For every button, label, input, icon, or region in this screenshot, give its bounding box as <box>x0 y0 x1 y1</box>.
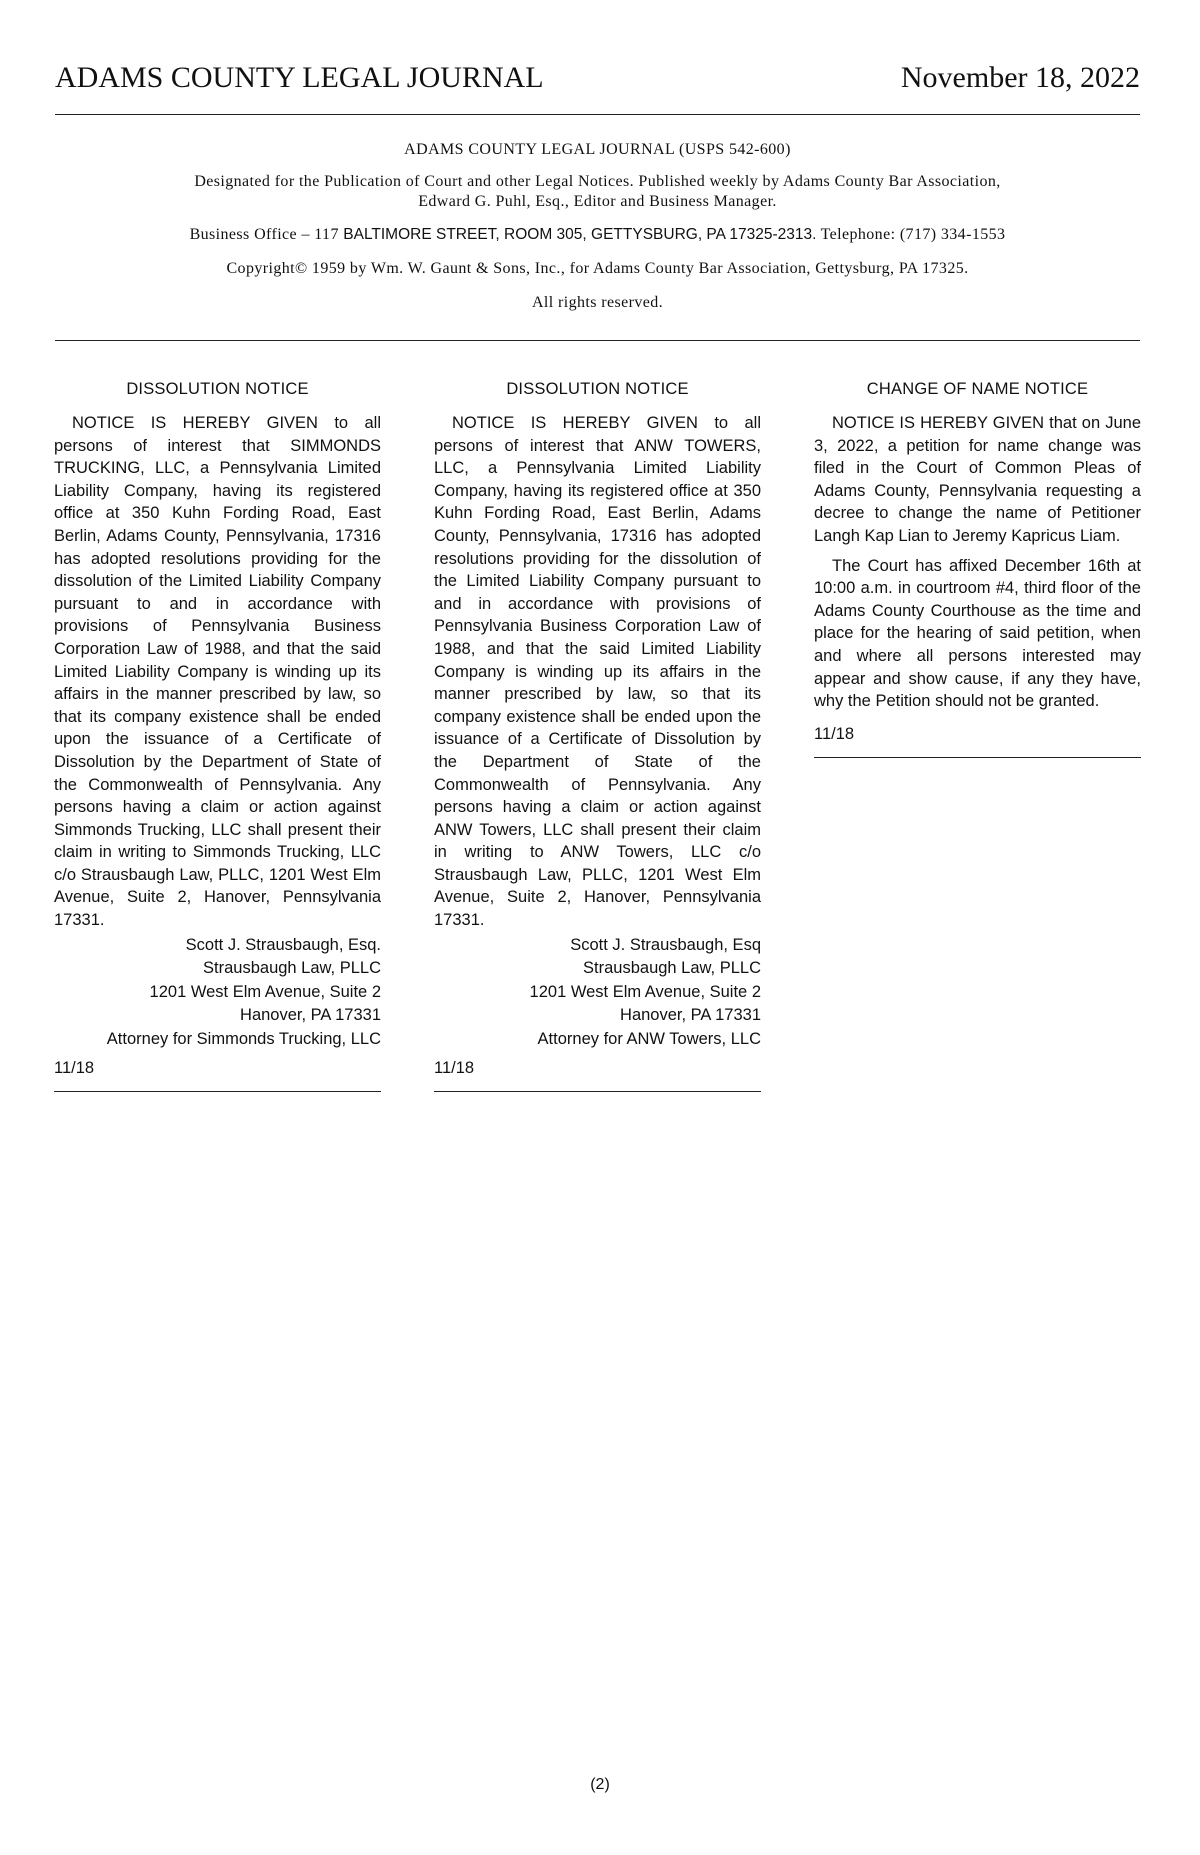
notice-end-rule <box>814 757 1141 758</box>
signature-line: Attorney for ANW Towers, LLC <box>537 1029 761 1048</box>
telephone: Telephone: (717) 334-1553 <box>816 226 1006 243</box>
masthead-designation <box>55 172 1140 212</box>
signature-line: Scott J. Strausbaugh, Esq. <box>185 935 381 954</box>
signature-line: Strausbaugh Law, PLLC <box>203 959 381 978</box>
signature-line: Hanover, PA 17331 <box>620 1006 761 1025</box>
notice-end-rule <box>54 1091 381 1092</box>
notice-body: The Court has affixed December 16th at 10:00 a.m. in courtroom #4, third floor of the Adams County Courthouse as the time and place for the hearing of said petition, when and where all persons interested may appear and show cause, if any they have, why the Petition should not be granted. <box>814 556 1141 711</box>
notice-date: 11/18 <box>434 1059 475 1078</box>
issue-date: November 18, 2022 <box>900 61 1140 94</box>
notice-anw-dissolution <box>434 378 761 1092</box>
business-office-label: Business Office – 117 <box>189 226 344 243</box>
signature-line: 1201 West Elm Avenue, Suite 2 <box>149 982 381 1001</box>
masthead-rights: All rights reserved. <box>531 294 664 311</box>
notice-body: NOTICE IS HEREBY GIVEN that on June 3, 2022, a petition for name change was filed in the Court of Common Pleas of Adams County, Pennsylvania requesting a decree to change the name of Petitioner Langh Kap Lian to Jeremy Kapricus Liam. <box>814 414 1141 545</box>
notice-date: 11/18 <box>54 1059 95 1078</box>
notice-end-rule <box>434 1091 761 1092</box>
signature-line: Scott J. Strausbaugh, Esq <box>570 935 761 954</box>
masthead <box>55 138 1140 314</box>
signature-block <box>54 934 381 1052</box>
masthead-business-office <box>55 224 1140 246</box>
page-header <box>55 60 1140 96</box>
notice-date: 11/18 <box>814 724 855 743</box>
journal-title: ADAMS COUNTY LEGAL JOURNAL <box>55 61 544 94</box>
signature-line: Attorney for Simmonds Trucking, LLC <box>106 1029 381 1048</box>
notice-simmonds-dissolution <box>54 378 381 1092</box>
signature-line: 1201 West Elm Avenue, Suite 2 <box>529 982 761 1001</box>
page-number: (2) <box>590 1776 610 1793</box>
signature-line: Hanover, PA 17331 <box>240 1006 381 1025</box>
notice-body: NOTICE IS HEREBY GIVEN to all persons of interest that SIMMONDS TRUCKING, LLC, a Pennsylvania Limited Liability Company, having its registered office at 350 Kuhn Fording Road, East Berlin, Adams County, Pennsylvania, 17316 has adopted resolutions providing for the dissolution of the Limited Liability Company pursuant to and in accordance with provisions of Pennsylvania Business Corporation Law of 1988, and that the said Limited Liability Company is winding up its affairs in the manner prescribed by law, so that its company existence shall be ended upon the issuance of a Certificate of Dissolution by the Department of State of the Commonwealth of Pennsylvania. Any persons having a claim or action against Simmonds Trucking, LLC shall present their claim in writing to Simmonds Trucking, LLC c/o Strausbaugh Law, PLLC, 1201 West Elm Avenue, Suite 2, Hanover, Pennsylvania 17331. <box>54 414 381 930</box>
notice-name-change <box>814 378 1141 758</box>
masthead-copyright: Copyright© 1959 by Wm. W. Gaunt & Sons, Inc., for Adams County Bar Association, Gettysburg, PA 17325. <box>226 260 969 277</box>
header-rule <box>55 114 1140 115</box>
business-office-address: BALTIMORE STREET, ROOM 305, GETTYSBURG, PA 17325-2313. <box>343 226 817 243</box>
masthead-title: ADAMS COUNTY LEGAL JOURNAL (USPS 542-600) <box>404 141 791 158</box>
notice-body: NOTICE IS HEREBY GIVEN to all persons of interest that ANW TOWERS, LLC, a Pennsylvania Limited Liability Company, having its registered office at 350 Kuhn Fording Road, East Berlin, Adams County, Pennsylvania, 17316 has adopted resolutions providing for the dissolution of the Limited Liability Company pursuant to and in accordance with provisions of Pennsylvania Business Corporation Law of 1988, and that the said Limited Liability Company is winding up its affairs in the manner prescribed by law, so that its company existence shall be ended upon the issuance of a Certificate of Dissolution by the Department of State of the Commonwealth of Pennsylvania. Any persons having a claim or action against ANW Towers, LLC shall present their claim in writing to ANW Towers, LLC c/o Strausbaugh Law, PLLC, 1201 West Elm Avenue, Suite 2, Hanover, Pennsylvania 17331. <box>434 414 761 930</box>
signature-line: Strausbaugh Law, PLLC <box>583 959 761 978</box>
notice-heading: CHANGE OF NAME NOTICE <box>866 380 1089 398</box>
masthead-rule <box>55 340 1140 341</box>
masthead-designation-line2: Edward G. Puhl, Esq., Editor and Business Manager. <box>418 193 777 210</box>
notice-heading: DISSOLUTION NOTICE <box>506 380 689 398</box>
masthead-designation-line1: Designated for the Publication of Court and other Legal Notices. Published weekly by Adams County Bar Association, <box>194 173 1001 190</box>
notice-heading: DISSOLUTION NOTICE <box>126 380 309 398</box>
signature-block <box>434 934 761 1052</box>
